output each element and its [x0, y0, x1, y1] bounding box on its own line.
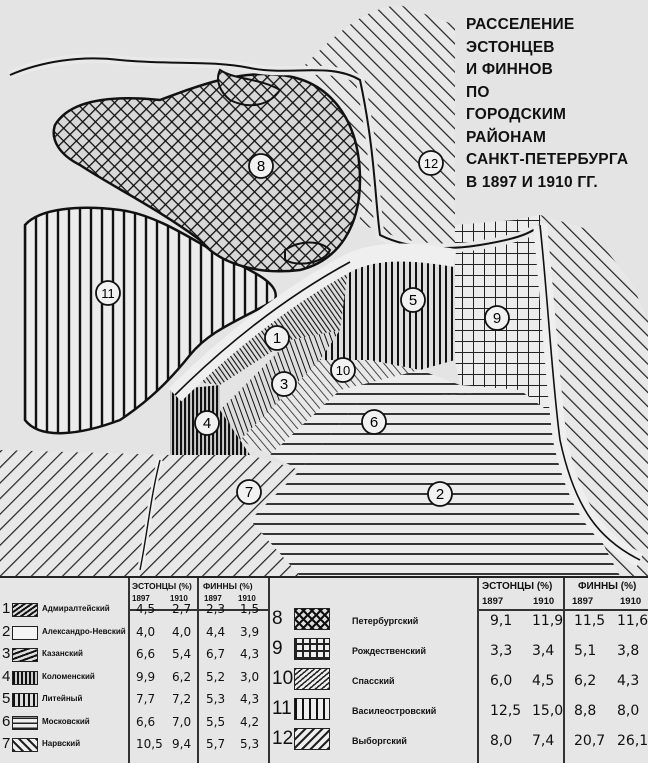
year-label: 1910 [620, 596, 642, 607]
year-label: 1910 [533, 596, 555, 607]
finns-value: 3,9 [240, 624, 260, 639]
legend-number: 6 [2, 712, 11, 730]
legend-district-name: Московский [42, 716, 90, 726]
legend-district-name: Выборгский [352, 736, 407, 746]
district-label: 9 [492, 310, 502, 327]
legend-district-name: Рождественский [352, 646, 426, 656]
finns-value: 4,3 [240, 692, 260, 706]
finns-value: 20,7 [574, 733, 606, 749]
finns-value: 8,8 [574, 703, 597, 719]
estonians-value: 7,7 [136, 692, 156, 706]
estonians-value: 9,9 [136, 669, 156, 684]
estonians-value: 7,0 [172, 714, 192, 729]
finns-value: 3,0 [240, 669, 260, 684]
estonians-value: 6,0 [490, 673, 513, 689]
year-label: 1910 [170, 594, 188, 603]
legend-number: 10 [272, 668, 294, 689]
district-label: 3 [279, 376, 289, 393]
finns-header: ФИННЫ (%) [203, 581, 253, 591]
title-line: И ФИННОВ [466, 61, 554, 78]
estonians-value: 9,1 [490, 613, 513, 629]
legend-swatch [294, 698, 330, 720]
legend-number: 8 [272, 608, 283, 629]
legend-swatch [12, 603, 38, 617]
legend-number: 3 [2, 645, 11, 662]
legend-swatch [294, 638, 330, 660]
estonians-value: 4,0 [172, 624, 192, 639]
year-label: 1897 [204, 594, 222, 603]
legend-swatch [294, 668, 330, 690]
table-divider [563, 578, 565, 763]
finns-value: 4,4 [206, 624, 226, 639]
estonians-value: 7,2 [172, 692, 192, 706]
finns-value: 11,6 [617, 613, 648, 629]
estonians-value: 5,4 [172, 647, 192, 661]
estonians-header: ЭСТОНЦЫ (%) [132, 581, 192, 591]
finns-value: 4,2 [240, 714, 260, 729]
legend-number: 5 [2, 690, 11, 707]
legend-number: 12 [272, 728, 294, 749]
finns-value: 5,3 [240, 737, 260, 751]
estonians-value: 3,3 [490, 643, 513, 659]
year-label: 1897 [482, 596, 504, 607]
estonians-value: 7,4 [532, 733, 555, 749]
table-divider [268, 578, 270, 763]
estonians-value: 2,7 [172, 602, 192, 616]
legend-number: 1 [2, 600, 11, 617]
district-label: 7 [244, 484, 254, 501]
district-label: 11 [101, 286, 115, 301]
title-line: ПО [466, 83, 490, 101]
estonians-value: 6,6 [136, 647, 156, 661]
legend-table [0, 576, 648, 763]
year-label: 1910 [238, 594, 256, 603]
legend-number: 11 [272, 698, 292, 719]
finns-value: 6,2 [574, 673, 597, 689]
legend-number: 2 [2, 622, 11, 640]
title-line: В 1897 И 1910 ГГ. [466, 173, 598, 191]
finns-value: 1,5 [240, 602, 260, 616]
estonians-value: 8,0 [490, 733, 513, 749]
legend-swatch [294, 728, 330, 750]
finns-value: 8,0 [617, 703, 640, 719]
table-divider [477, 578, 479, 763]
finns-value: 2,3 [206, 602, 226, 616]
estonians-value: 12,5 [490, 703, 522, 719]
legend-swatch [294, 608, 330, 630]
district-label: 5 [408, 292, 418, 309]
legend-number: 7 [2, 735, 11, 752]
title-line: РАССЕЛЕНИЕ [466, 16, 575, 33]
legend-district-name: Адмиралтейский [42, 604, 110, 613]
legend-swatch [12, 648, 38, 662]
estonians-value: 6,6 [136, 714, 156, 729]
district-label: 4 [202, 415, 212, 432]
finns-value: 6,7 [206, 647, 226, 661]
finns-header: ФИННЫ (%) [578, 581, 637, 592]
district-label: 10 [335, 363, 351, 378]
estonians-header: ЭСТОНЦЫ (%) [482, 581, 553, 592]
district-label: 6 [369, 414, 379, 431]
estonians-value: 10,5 [136, 737, 163, 751]
table-divider [477, 609, 648, 611]
legend-number: 9 [272, 638, 283, 659]
finns-value: 4,3 [617, 673, 640, 689]
map-title [466, 14, 646, 194]
finns-value: 5,3 [206, 692, 226, 706]
legend-district-name: Александро-Невский [42, 626, 126, 636]
legend-swatch [12, 693, 38, 707]
district-label: 1 [272, 330, 282, 347]
finns-value: 26,1 [617, 733, 648, 749]
year-label: 1897 [132, 594, 150, 603]
estonians-value: 6,2 [172, 669, 192, 684]
legend-district-name: Нарвский [42, 739, 81, 748]
district-label: 2 [435, 486, 445, 503]
district-label: 12 [423, 156, 439, 171]
estonians-value: 4,0 [136, 624, 156, 639]
legend-district-name: Казанский [42, 649, 83, 658]
legend-swatch [12, 671, 38, 685]
finns-value: 3,8 [617, 643, 640, 659]
estonians-value: 15,0 [532, 703, 564, 719]
title-line: САНКТ-ПЕТЕРБУРГА [466, 151, 629, 168]
estonians-value: 11,9 [532, 613, 564, 629]
finns-value: 5,7 [206, 737, 226, 751]
title-line: ГОРОДСКИМ [466, 106, 567, 123]
legend-number: 4 [2, 667, 11, 685]
finns-value: 5,1 [574, 643, 597, 659]
legend-district-name: Василеостровский [352, 706, 437, 716]
finns-value: 11,5 [574, 613, 606, 629]
table-divider [197, 578, 199, 763]
legend-swatch [12, 626, 38, 640]
estonians-value: 4,5 [136, 602, 156, 616]
finns-value: 5,2 [206, 669, 226, 684]
legend-district-name: Спасский [352, 676, 395, 686]
legend-district-name: Коломенский [42, 671, 95, 681]
estonians-value: 9,4 [172, 737, 192, 751]
estonians-value: 3,4 [532, 643, 555, 659]
estonians-value: 4,5 [532, 673, 555, 689]
legend-swatch [12, 738, 38, 752]
legend-district-name: Литейный [42, 694, 83, 703]
finns-value: 4,3 [240, 647, 260, 661]
title-line: ЭСТОНЦЕВ [466, 38, 555, 56]
table-divider [128, 578, 130, 763]
year-label: 1897 [572, 596, 594, 607]
legend-swatch [12, 716, 38, 730]
district-label: 8 [256, 158, 266, 175]
finns-value: 5,5 [206, 714, 226, 729]
title-line: РАЙОНАМ [466, 128, 547, 146]
legend-district-name: Петербургский [352, 616, 419, 626]
